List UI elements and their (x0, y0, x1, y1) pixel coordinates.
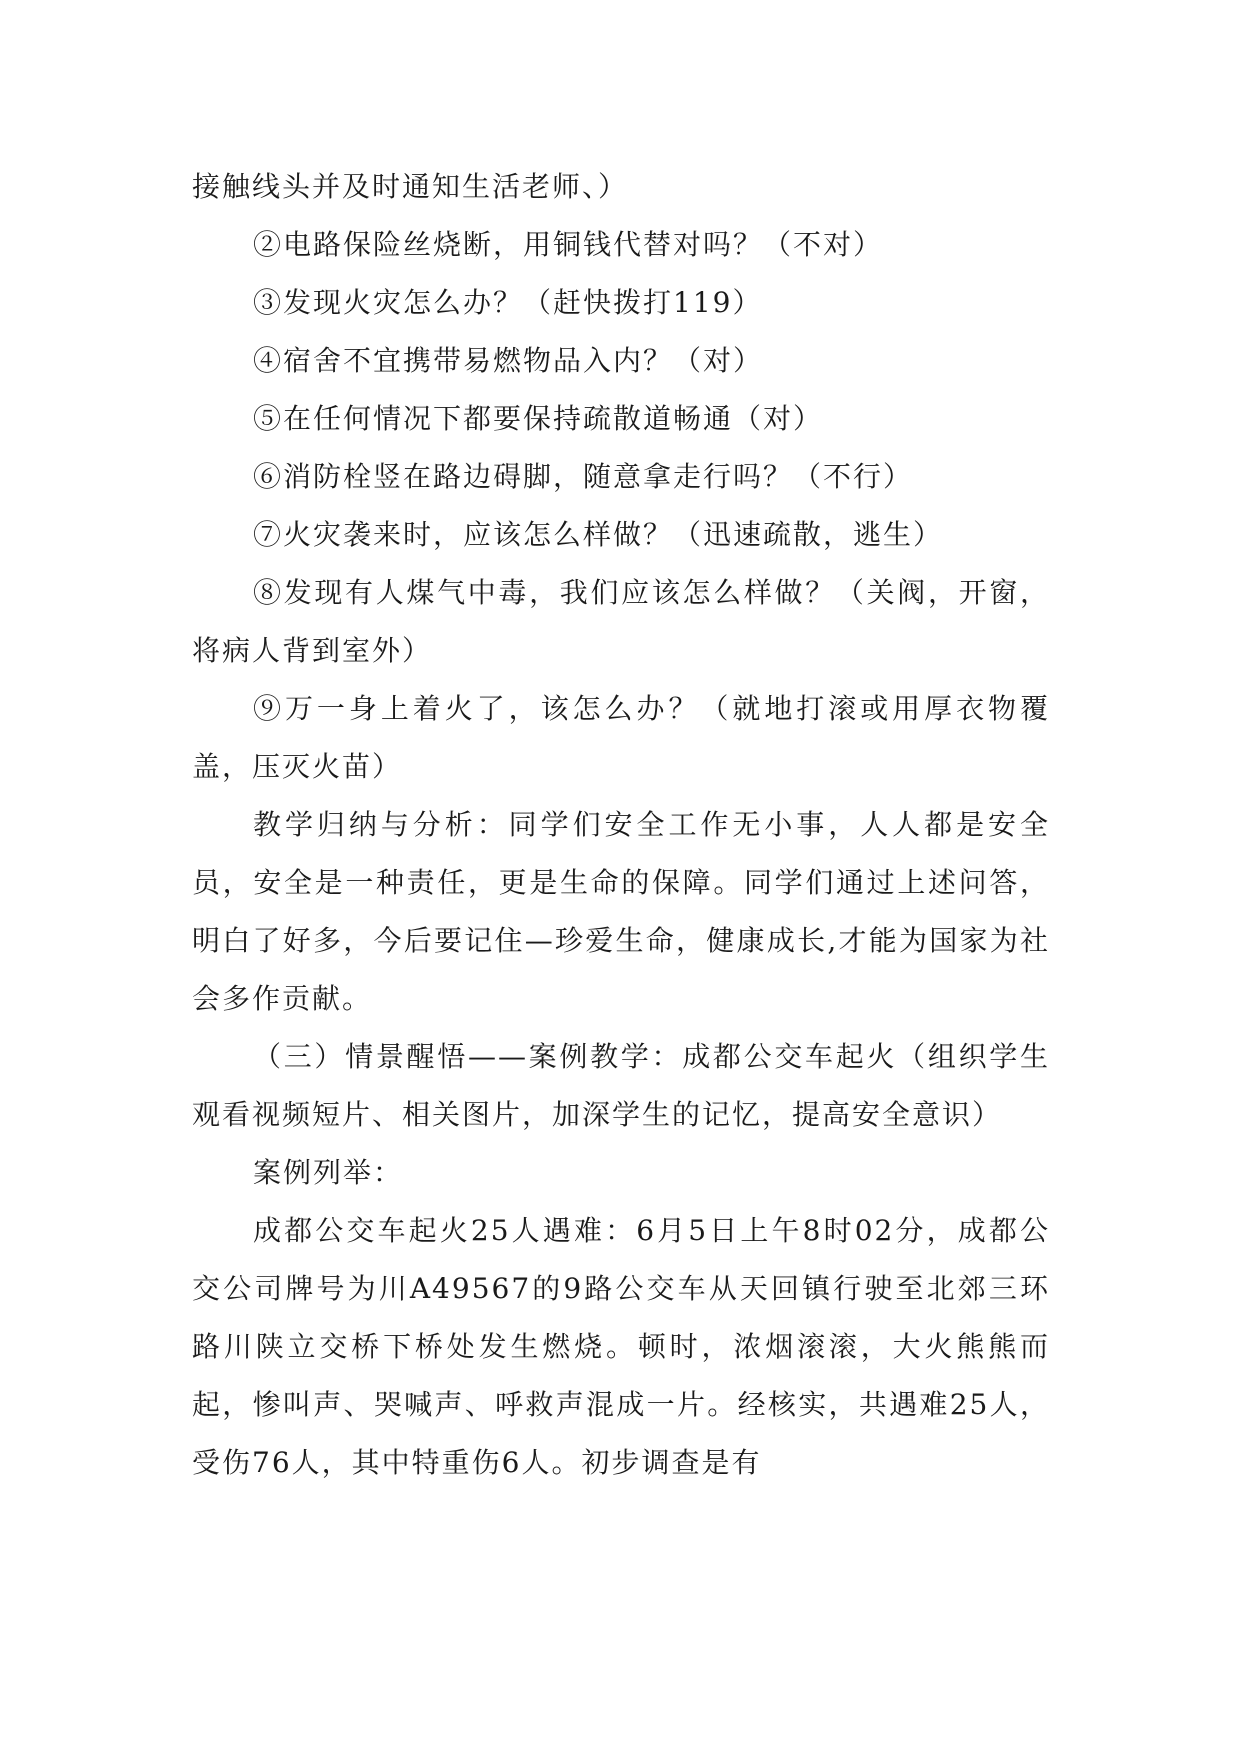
question-item-3: ③发现火灾怎么办？（赶快拨打119） (253, 286, 763, 319)
case-description-paragraph: 成都公交车起火25人遇难：6月5日上午8时02分，成都公交公司牌号为川A49567的9路公交车从天回镇行驶至北郊三环路川陕立交桥下桥处发生燃烧。顿时，浓烟滚滚，大火熊熊而起，惨叫声、哭喊声、呼救声混成一片。经核实，共遇难25人，受伤76人，其中特重伤6人。初步调查是有 (192, 1214, 1050, 1479)
section-heading-3: （三）情景醒悟——案例教学：成都公交车起火（组织学生观看视频短片、相关图片，加深学生的记忆，提高安全意识） (192, 1040, 1050, 1131)
question-item-4: ④宿舍不宜携带易燃物品入内？（对） (253, 344, 764, 377)
question-item-9: ⑨万一身上着火了，该怎么办？（就地打滚或用厚衣物覆盖，压灭火苗） (192, 692, 1050, 783)
teaching-summary-paragraph: 教学归纳与分析：同学们安全工作无小事，人人都是安全员，安全是一种责任，更是生命的保障。同学们通过上述问答，明白了好多，今后要记住—珍爱生命，健康成长,才能为国家为社会多作贡献。 (192, 808, 1050, 1015)
paragraph-continuation: 接触线头并及时通知生活老师、） (192, 170, 629, 203)
question-item-8: ⑧发现有人煤气中毒，我们应该怎么样做？（关阀，开窗，将病人背到室外） (192, 576, 1050, 667)
case-list-heading: 案例列举： (253, 1156, 404, 1189)
question-item-2: ②电路保险丝烧断，用铜钱代替对吗？（不对） (253, 228, 884, 261)
question-item-7: ⑦火灾袭来时，应该怎么样做？（迅速疏散，逃生） (253, 518, 944, 551)
question-item-5: ⑤在任何情况下都要保持疏散道畅通（对） (253, 402, 824, 435)
document-body (192, 158, 1050, 1492)
question-item-6: ⑥消防栓竖在路边碍脚，随意拿走行吗？（不行） (253, 460, 914, 493)
